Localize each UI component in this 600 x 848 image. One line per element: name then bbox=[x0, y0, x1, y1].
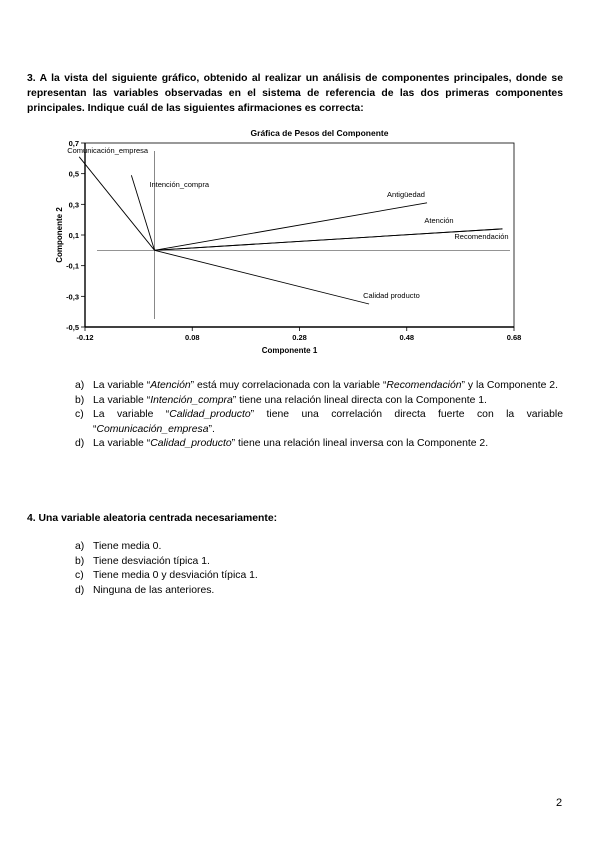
variable-label: Atención bbox=[424, 215, 454, 225]
option-text: ” tiene una relación lineal inversa con la Componente 2. bbox=[231, 438, 489, 449]
option-text: ”. bbox=[208, 423, 215, 435]
y-tick-label: -0,1 bbox=[66, 261, 79, 271]
option-letter: b) bbox=[75, 555, 85, 567]
option-variable: Comunicación_empresa bbox=[96, 423, 209, 435]
x-tick-label: 0.08 bbox=[184, 333, 200, 342]
q3-option-d[interactable] bbox=[75, 437, 563, 452]
variable-label: Antigüedad bbox=[387, 189, 425, 199]
question-3-options bbox=[75, 379, 563, 452]
x-tick-label: 0.48 bbox=[399, 333, 415, 342]
option-variable: Atención bbox=[150, 380, 191, 391]
option-text: ” está muy correlacionada con la variable “ bbox=[190, 380, 387, 391]
option-text: Tiene media 0. bbox=[93, 541, 162, 552]
option-variable: Calidad_producto bbox=[169, 409, 251, 420]
y-tick-label: -0,3 bbox=[66, 292, 79, 302]
question-3-title: 3. A la vista del siguiente gráfico, obtenido al realizar un análisis de componentes principales, donde se representan las variables observadas en el sistema de referencia de las dos primeras componentes principales. Indique cuál de las siguientes afirmaciones es correcta: bbox=[27, 73, 563, 114]
x-tick-label: 0.68 bbox=[506, 333, 522, 342]
option-variable: Calidad_producto bbox=[150, 438, 232, 449]
q4-option-b[interactable] bbox=[75, 555, 563, 570]
page-number: 2 bbox=[556, 797, 563, 809]
option-letter: c) bbox=[75, 570, 84, 581]
option-text: ” tiene una relación lineal directa con la Componente 1. bbox=[232, 394, 487, 406]
option-variable: Recomendación bbox=[386, 380, 462, 391]
option-text: Ninguna de las anteriores. bbox=[93, 584, 215, 596]
plot-frame bbox=[85, 143, 514, 327]
q3-option-c[interactable] bbox=[75, 408, 563, 437]
variable-label: Intención_compra bbox=[149, 180, 210, 190]
option-text: Tiene media 0 y desviación típica 1. bbox=[93, 570, 258, 581]
y-tick-label: -0,5 bbox=[66, 323, 79, 332]
chart-title: Gráfica de Pesos del Componente bbox=[250, 128, 389, 138]
y-tick-label: 0,1 bbox=[68, 231, 79, 240]
x-tick-label: 0.28 bbox=[292, 333, 307, 342]
option-letter: a) bbox=[75, 380, 85, 391]
q4-option-a[interactable] bbox=[75, 540, 563, 555]
option-text: La variable “ bbox=[93, 380, 151, 391]
question-4-options bbox=[75, 540, 563, 598]
option-letter: b) bbox=[75, 394, 85, 406]
y-tick-label: 0,5 bbox=[68, 169, 79, 179]
q4-option-c[interactable] bbox=[75, 569, 563, 584]
option-text: ” y la Componente 2. bbox=[461, 380, 558, 391]
y-tick-label: 0,7 bbox=[68, 139, 79, 148]
variable-label: Calidad producto bbox=[363, 291, 420, 300]
option-text: La variable “ bbox=[93, 438, 151, 449]
q3-option-b[interactable] bbox=[75, 394, 563, 409]
option-text: Tiene desviación típica 1. bbox=[93, 555, 210, 567]
option-letter: d) bbox=[75, 438, 85, 449]
component-loading-chart bbox=[55, 127, 525, 357]
loading-vector bbox=[79, 157, 154, 251]
q3-option-a[interactable] bbox=[75, 379, 563, 394]
loading-vector bbox=[155, 203, 427, 251]
loading-vector bbox=[155, 229, 503, 250]
y-tick-label: 0,3 bbox=[68, 200, 79, 210]
option-text: La variable “ bbox=[93, 394, 151, 406]
option-letter: a) bbox=[75, 541, 85, 552]
option-text: La variable “ bbox=[93, 409, 170, 420]
variable-label: Comunicación_empresa bbox=[67, 145, 149, 155]
option-text: ” tiene una correlación directa fuerte con la variable “ bbox=[93, 409, 564, 435]
option-letter: d) bbox=[75, 584, 85, 596]
x-axis-label: Componente 1 bbox=[261, 346, 318, 355]
x-tick-label: -0.12 bbox=[76, 333, 94, 342]
option-letter: c) bbox=[75, 409, 84, 420]
q4-option-d[interactable] bbox=[75, 584, 563, 599]
option-variable: Intención_compra bbox=[150, 394, 233, 406]
y-axis-label: Componente 2 bbox=[55, 207, 64, 263]
question-4-title: 4. Una variable aleatoria centrada necesariamente: bbox=[27, 513, 278, 524]
loading-vector bbox=[155, 250, 370, 304]
variable-label: Recomendación bbox=[454, 231, 509, 241]
